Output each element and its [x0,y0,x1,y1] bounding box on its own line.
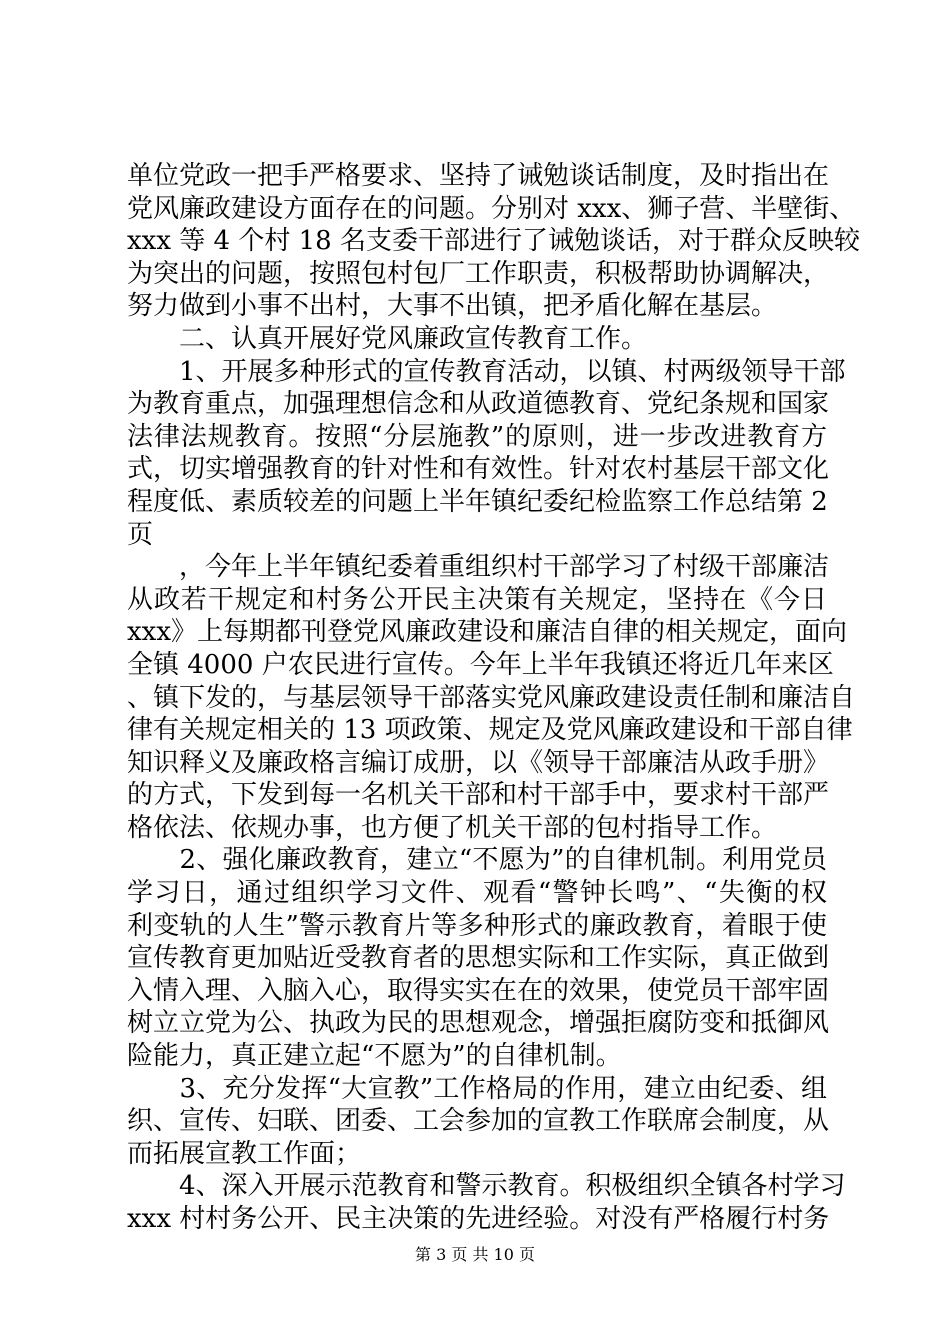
body-line: 利变轨的人生”警示教育片等多种形式的廉政教育，着眼于使 [127,910,827,941]
body-line: xxx》上每期都刊登党风廉政建设和廉洁自律的相关规定，面向 [127,617,847,648]
body-line: 努力做到小事不出村，大事不出镇，把矛盾化解在基层。 [127,291,778,322]
body-line: 单位党政一把手严格要求、坚持了诫勉谈话制度，及时指出在 [127,161,830,191]
body-line: 知识释义及廉政格言编订成册，以《领导干部廉洁从政手册》 [127,747,830,778]
body-line: 的方式，下发到每一名机关干部和村干部手中，要求村干部严 [127,780,830,811]
body-line: 树立立党为公、执政为民的思想观念，增强拒腐防变和抵御风 [127,1008,830,1039]
body-line: 3、充分发挥“大宣教”工作格局的作用，建立由纪委、组 [127,1073,827,1104]
body-line: 1、开展多种形式的宣传教育活动，以镇、村两级领导干部 [127,356,846,387]
body-line: 为教育重点，加强理想信念和从政道德教育、党纪条规和国家 [127,389,830,420]
body-line: 织、宣传、妇联、团委、工会参加的宣教工作联席会制度，从 [127,1106,830,1137]
body-line: 险能力，真正建立起“不愿为”的自律机制。 [127,1041,622,1072]
body-line: 党风廉政建设方面存在的问题。分别对 xxx、狮子营、半壁街、 [127,193,856,224]
body-line: 为突出的问题，按照包村包厂工作职责，积极帮助协调解决， [127,258,830,289]
body-line: 入情入理、入脑入心，取得实实在在的效果，使党员干部牢固 [127,975,830,1006]
body-line: 宣传教育更加贴近受教育者的思想实际和工作实际，真正做到 [127,943,830,974]
body-line: ，今年上半年镇纪委着重组织村干部学习了村级干部廉洁 [127,552,830,583]
body-line: 学习日，通过组织学习文件、观看“警钟长鸣”、“失衡的权 [127,878,827,909]
section-heading: 二、认真开展好党风廉政宣传教育工作。 [127,323,648,354]
body-line: 2、强化廉政教育，建立“不愿为”的自律机制。利用党员 [127,845,827,876]
body-line: 4、深入开展示范教育和警示教育。积极组织全镇各村学习 [127,1171,846,1202]
body-line: 格依法、依规办事，也方便了机关干部的包村指导工作。 [127,812,778,843]
body-line: 从政若干规定和村务公开民主决策有关规定，坚持在《今日 [127,584,827,615]
body-line: 而拓展宣教工作面； [127,1138,362,1169]
body-line: 页 [127,519,154,550]
body-line: 式，切实增强教育的针对性和有效性。针对农村基层干部文化 [127,454,830,485]
body-line: 程度低、素质较差的问题上半年镇纪委纪检监察工作总结第 2 [127,486,828,517]
body-line: 、镇下发的，与基层领导干部落实党风廉政建设责任制和廉洁自 [127,682,856,713]
body-line: 法律法规教育。按照“分层施教”的原则，进一步改进教育方 [127,421,827,452]
body-line: 全镇 4000 户农民进行宣传。今年上半年我镇还将近几年来区 [127,649,834,680]
page-number-footer: 第 3 页 共 10 页 [415,1245,535,1264]
body-line: 律有关规定相关的 13 项政策、规定及党风廉政建设和干部自律 [127,715,853,746]
document-body [127,160,860,1236]
body-line: xxx 村村务公开、民主决策的先进经验。对没有严格履行村务 [127,1204,830,1234]
body-line: xxx 等 4 个村 18 名支委干部进行了诫勉谈话，对于群众反映较 [127,226,860,257]
